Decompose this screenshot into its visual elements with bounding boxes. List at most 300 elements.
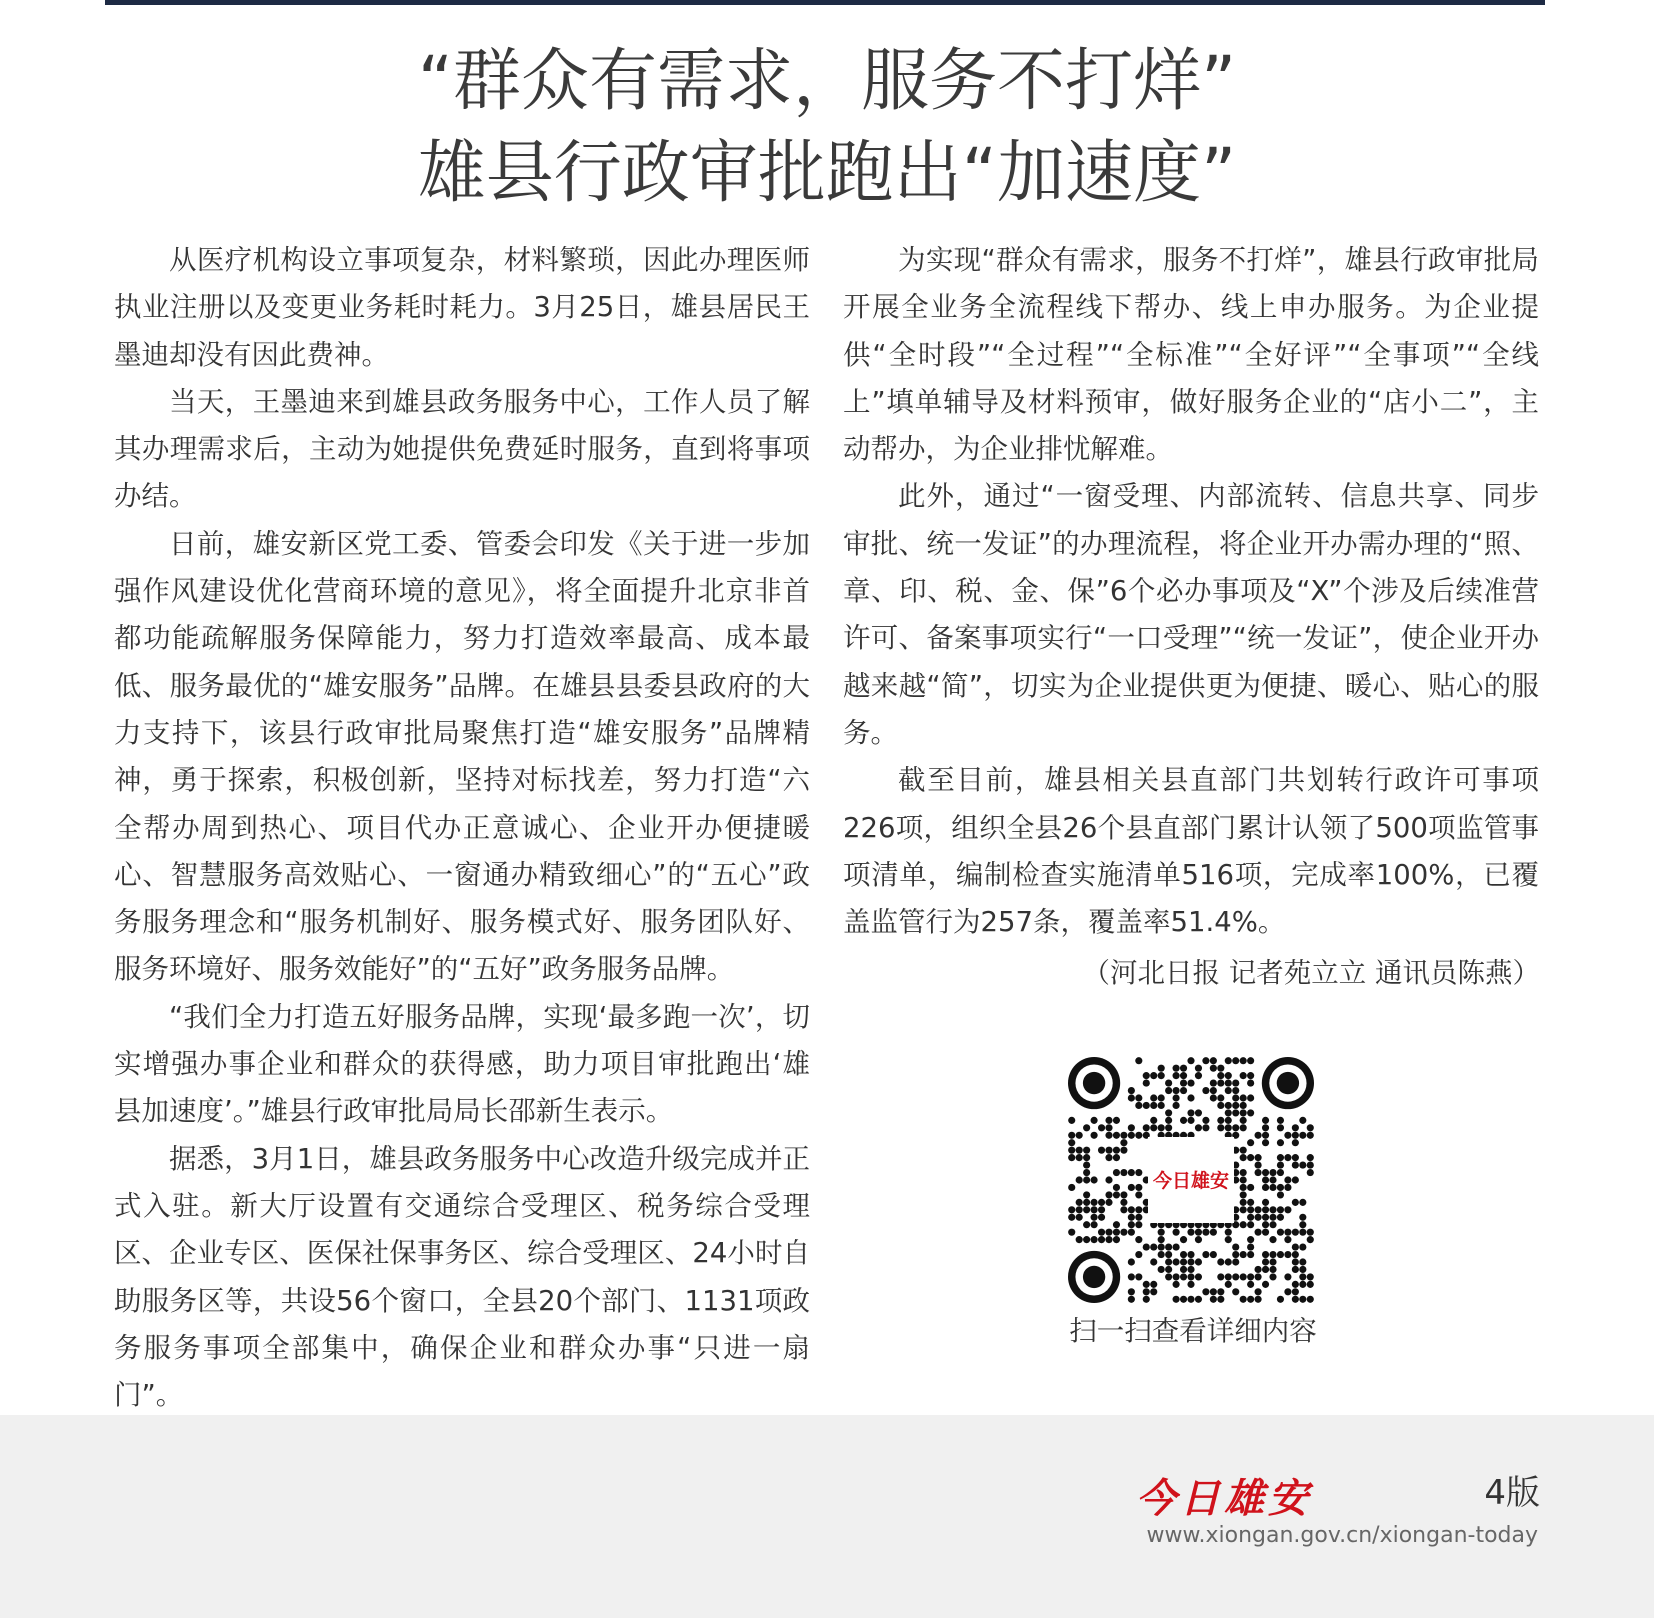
qr-module — [1269, 1221, 1276, 1228]
qr-module — [1173, 1065, 1180, 1072]
qr-module — [1180, 1087, 1187, 1094]
qr-module — [1292, 1124, 1299, 1131]
qr-code-image[interactable] — [1068, 1057, 1314, 1303]
qr-module — [1255, 1154, 1262, 1161]
qr-module — [1277, 1214, 1284, 1221]
qr-module — [1225, 1087, 1232, 1094]
qr-module — [1165, 1251, 1172, 1258]
qr-module — [1299, 1273, 1306, 1280]
qr-module — [1113, 1154, 1120, 1161]
qr-module — [1120, 1132, 1127, 1139]
qr-module — [1240, 1057, 1247, 1064]
qr-module — [1098, 1199, 1105, 1206]
qr-module — [1217, 1124, 1224, 1131]
qr-module — [1135, 1102, 1142, 1109]
qr-module — [1292, 1244, 1299, 1251]
qr-caption: 扫一扫查看详细内容 — [1069, 1315, 1317, 1347]
qr-module — [1173, 1229, 1180, 1236]
qr-code[interactable] — [1068, 1057, 1314, 1303]
qr-module — [1105, 1199, 1112, 1206]
qr-module — [1091, 1236, 1098, 1243]
qr-module — [1225, 1072, 1232, 1079]
qr-module — [1255, 1162, 1262, 1169]
qr-module — [1105, 1147, 1112, 1154]
qr-module — [1195, 1229, 1202, 1236]
qr-module — [1180, 1273, 1187, 1280]
qr-module — [1068, 1154, 1075, 1161]
qr-module — [1299, 1117, 1306, 1124]
qr-module — [1284, 1184, 1291, 1191]
qr-module — [1113, 1191, 1120, 1198]
qr-module — [1202, 1229, 1209, 1236]
qr-module — [1292, 1199, 1299, 1206]
qr-module — [1277, 1169, 1284, 1176]
qr-module — [1180, 1251, 1187, 1258]
qr-module — [1247, 1139, 1254, 1146]
paragraph: 从医疗机构设立事项复杂，材料繁琐，因此办理医师执业注册以及变更业务耗时耗力。3月25日，雄县居民王墨迪却没有因此费神。 — [114, 244, 810, 371]
qr-module — [1210, 1094, 1217, 1101]
qr-module — [1068, 1132, 1075, 1139]
qr-module — [1210, 1080, 1217, 1087]
qr-module — [1068, 1184, 1075, 1191]
qr-module — [1284, 1229, 1291, 1236]
qr-module — [1120, 1147, 1127, 1154]
qr-module — [1284, 1176, 1291, 1183]
qr-module — [1269, 1236, 1276, 1243]
qr-module — [1091, 1132, 1098, 1139]
qr-module — [1262, 1251, 1269, 1258]
qr-module — [1091, 1221, 1098, 1228]
qr-module — [1292, 1281, 1299, 1288]
qr-module — [1180, 1117, 1187, 1124]
qr-module — [1120, 1169, 1127, 1176]
paragraph: 此外，通过“一窗受理、内部流转、信息共享、同步审批、统一发证”的办理流程，将企业开办需办理的“照、章、印、税、金、保”6个必办事项及“X”个涉及后续准营许可、备案事项实行“一口受理”“统一发证”，使企业开办越来越“简”，切实为企业提供更为便捷、暖心、贴心的服务。 — [843, 480, 1539, 749]
qr-module — [1120, 1199, 1127, 1206]
qr-module — [1195, 1124, 1202, 1131]
qr-module — [1068, 1229, 1075, 1236]
qr-module — [1277, 1154, 1284, 1161]
qr-module — [1068, 1214, 1075, 1221]
qr-module — [1269, 1258, 1276, 1265]
qr-module — [1098, 1147, 1105, 1154]
qr-module — [1165, 1124, 1172, 1131]
qr-module — [1068, 1206, 1075, 1213]
qr-module — [1247, 1094, 1254, 1101]
qr-module — [1269, 1266, 1276, 1273]
qr-module — [1165, 1244, 1172, 1251]
qr-module — [1135, 1184, 1142, 1191]
qr-module — [1210, 1057, 1217, 1064]
qr-module — [1255, 1296, 1262, 1303]
qr-module — [1307, 1296, 1314, 1303]
article-column-right — [843, 237, 1539, 946]
qr-module — [1143, 1244, 1150, 1251]
qr-module — [1284, 1251, 1291, 1258]
qr-module — [1240, 1191, 1247, 1198]
qr-module — [1187, 1296, 1194, 1303]
qr-module — [1232, 1244, 1239, 1251]
qr-module — [1255, 1214, 1262, 1221]
qr-module — [1180, 1065, 1187, 1072]
qr-module — [1292, 1229, 1299, 1236]
qr-module — [1225, 1258, 1232, 1265]
qr-module — [1292, 1176, 1299, 1183]
qr-module — [1262, 1176, 1269, 1183]
qr-module — [1292, 1139, 1299, 1146]
qr-module — [1076, 1176, 1083, 1183]
qr-module — [1299, 1162, 1306, 1169]
qr-module — [1083, 1221, 1090, 1228]
qr-module — [1195, 1072, 1202, 1079]
qr-module — [1195, 1065, 1202, 1072]
qr-module — [1076, 1206, 1083, 1213]
article-column-left — [114, 237, 810, 1419]
qr-module — [1113, 1221, 1120, 1228]
qr-module — [1247, 1080, 1254, 1087]
qr-module — [1173, 1094, 1180, 1101]
paragraph: 当天，王墨迪来到雄县政务服务中心，工作人员了解其办理需求后，主动为她提供免费延时服务，直到将事项办结。 — [114, 385, 810, 513]
qr-module — [1269, 1176, 1276, 1183]
qr-module — [1202, 1251, 1209, 1258]
qr-module — [1299, 1266, 1306, 1273]
qr-module — [1232, 1087, 1239, 1094]
qr-module — [1135, 1132, 1142, 1139]
qr-module — [1150, 1258, 1157, 1265]
qr-module — [1299, 1229, 1306, 1236]
qr-module — [1240, 1094, 1247, 1101]
qr-module — [1113, 1184, 1120, 1191]
qr-module — [1307, 1132, 1314, 1139]
qr-module — [1240, 1147, 1247, 1154]
qr-module — [1262, 1169, 1269, 1176]
qr-module — [1269, 1273, 1276, 1280]
qr-module — [1068, 1117, 1075, 1124]
qr-module — [1217, 1102, 1224, 1109]
qr-module — [1150, 1288, 1157, 1295]
qr-module — [1225, 1281, 1232, 1288]
qr-module — [1143, 1072, 1150, 1079]
qr-module — [1150, 1072, 1157, 1079]
qr-module — [1232, 1273, 1239, 1280]
qr-module — [1143, 1281, 1150, 1288]
qr-module — [1269, 1251, 1276, 1258]
qr-module — [1173, 1296, 1180, 1303]
qr-module — [1299, 1244, 1306, 1251]
qr-module — [1135, 1191, 1142, 1198]
qr-module — [1105, 1236, 1112, 1243]
qr-module — [1255, 1132, 1262, 1139]
qr-module — [1292, 1132, 1299, 1139]
qr-module — [1187, 1094, 1194, 1101]
qr-module — [1240, 1154, 1247, 1161]
qr-module — [1240, 1221, 1247, 1228]
qr-module — [1105, 1191, 1112, 1198]
qr-module — [1269, 1206, 1276, 1213]
qr-module — [1240, 1176, 1247, 1183]
qr-module — [1277, 1139, 1284, 1146]
qr-module — [1143, 1102, 1150, 1109]
qr-module — [1232, 1288, 1239, 1295]
qr-module — [1173, 1102, 1180, 1109]
qr-module — [1247, 1184, 1254, 1191]
qr-module — [1105, 1117, 1112, 1124]
qr-module — [1262, 1206, 1269, 1213]
qr-module — [1083, 1199, 1090, 1206]
qr-module — [1165, 1117, 1172, 1124]
headline-line-2: 雄县行政审批跑出“加速度” — [417, 134, 1237, 213]
qr-module — [1284, 1273, 1291, 1280]
qr-module — [1255, 1266, 1262, 1273]
qr-module — [1232, 1102, 1239, 1109]
qr-module — [1120, 1191, 1127, 1198]
qr-module — [1284, 1132, 1291, 1139]
qr-module — [1240, 1199, 1247, 1206]
qr-module — [1143, 1124, 1150, 1131]
qr-module — [1128, 1184, 1135, 1191]
qr-module — [1083, 1176, 1090, 1183]
qr-module — [1128, 1124, 1135, 1131]
qr-module — [1232, 1258, 1239, 1265]
qr-module — [1135, 1221, 1142, 1228]
qr-module — [1187, 1117, 1194, 1124]
qr-module — [1165, 1087, 1172, 1094]
qr-module — [1180, 1258, 1187, 1265]
qr-module — [1240, 1072, 1247, 1079]
qr-module — [1076, 1154, 1083, 1161]
qr-module — [1083, 1169, 1090, 1176]
qr-module — [1150, 1244, 1157, 1251]
qr-module — [1143, 1080, 1150, 1087]
qr-module — [1187, 1273, 1194, 1280]
qr-module — [1187, 1080, 1194, 1087]
qr-module — [1240, 1169, 1247, 1176]
qr-module — [1180, 1296, 1187, 1303]
qr-module — [1195, 1296, 1202, 1303]
qr-module — [1299, 1296, 1306, 1303]
qr-module — [1128, 1094, 1135, 1101]
qr-module — [1165, 1080, 1172, 1087]
qr-module — [1128, 1288, 1135, 1295]
qr-module — [1128, 1296, 1135, 1303]
qr-module — [1299, 1258, 1306, 1265]
qr-module — [1083, 1147, 1090, 1154]
qr-module — [1277, 1117, 1284, 1124]
qr-module — [1187, 1229, 1194, 1236]
qr-module — [1187, 1266, 1194, 1273]
qr-module — [1076, 1147, 1083, 1154]
qr-module — [1113, 1147, 1120, 1154]
qr-module — [1158, 1244, 1165, 1251]
qr-module — [1083, 1191, 1090, 1198]
qr-module — [1232, 1124, 1239, 1131]
qr-module — [1105, 1132, 1112, 1139]
qr-module — [1083, 1154, 1090, 1161]
qr-module — [1128, 1132, 1135, 1139]
qr-module — [1076, 1214, 1083, 1221]
paragraph: 截至目前，雄县相关县直部门共划转行政许可事项226项，组织全县26个县直部门累计认领了500项监管事项清单，编制检查实施清单516项，完成率100%，已覆盖监管行为257条，覆盖率51.4%。 — [843, 764, 1539, 939]
qr-module — [1247, 1057, 1254, 1064]
qr-module — [1180, 1266, 1187, 1273]
qr-module — [1202, 1288, 1209, 1295]
qr-module — [1232, 1094, 1239, 1101]
qr-module — [1292, 1162, 1299, 1169]
qr-module — [1247, 1154, 1254, 1161]
brand-logo[interactable]: 今日雄安 — [1136, 1475, 1312, 1522]
qr-module — [1210, 1065, 1217, 1072]
qr-module — [1240, 1206, 1247, 1213]
qr-module — [1173, 1072, 1180, 1079]
qr-module — [1292, 1288, 1299, 1295]
qr-module — [1135, 1251, 1142, 1258]
qr-module — [1307, 1273, 1314, 1280]
qr-module — [1217, 1273, 1224, 1280]
qr-module — [1165, 1266, 1172, 1273]
qr-module — [1255, 1229, 1262, 1236]
qr-module — [1210, 1229, 1217, 1236]
qr-module — [1262, 1184, 1269, 1191]
site-url-link[interactable]: www.xiongan.gov.cn/xiongan-today — [1146, 1523, 1538, 1548]
qr-module — [1173, 1258, 1180, 1265]
qr-module — [1262, 1199, 1269, 1206]
qr-module — [1135, 1094, 1142, 1101]
qr-module — [1210, 1288, 1217, 1295]
qr-module — [1262, 1281, 1269, 1288]
qr-module — [1277, 1191, 1284, 1198]
qr-module — [1247, 1214, 1254, 1221]
qr-module — [1173, 1281, 1180, 1288]
qr-module — [1150, 1102, 1157, 1109]
qr-module — [1240, 1251, 1247, 1258]
qr-module — [1247, 1236, 1254, 1243]
qr-module — [1150, 1117, 1157, 1124]
qr-module — [1232, 1251, 1239, 1258]
qr-module — [1225, 1273, 1232, 1280]
qr-module — [1240, 1117, 1247, 1124]
paragraph: 日前，雄安新区党工委、管委会印发《关于进一步加强作风建设优化营商环境的意见》，将全面提升北京非首都功能疏解服务保障能力，努力打造效率最高、成本最低、服务最优的“雄安服务”品牌。在雄县县委县政府的大力支持下，该县行政审批局聚焦打造“雄安服务”品牌精神，勇于探索，积极创新，坚持对标找差，努力打造“六全帮办周到热心、项目代办正意诚心、企业开办便捷暖心、智慧服务高效贴心、一窗通办精致细心”的“五心”政务服务理念和“服务机制好、服务模式好、服务团队好、服务环境好、服务效能好”的“五好”政务服务品牌。 — [114, 527, 810, 986]
article-headline — [0, 36, 1654, 220]
qr-module — [1299, 1132, 1306, 1139]
qr-module — [1247, 1221, 1254, 1228]
qr-module — [1091, 1176, 1098, 1183]
qr-module — [1158, 1124, 1165, 1131]
qr-module — [1277, 1124, 1284, 1131]
qr-module — [1098, 1229, 1105, 1236]
qr-module — [1247, 1251, 1254, 1258]
qr-module — [1091, 1117, 1098, 1124]
qr-module — [1195, 1236, 1202, 1243]
qr-module — [1202, 1124, 1209, 1131]
qr-module — [1083, 1206, 1090, 1213]
qr-module — [1135, 1206, 1142, 1213]
qr-module — [1217, 1072, 1224, 1079]
qr-module — [1255, 1206, 1262, 1213]
qr-module — [1158, 1072, 1165, 1079]
qr-module — [1187, 1258, 1194, 1265]
qr-module — [1240, 1273, 1247, 1280]
qr-module — [1269, 1169, 1276, 1176]
qr-module — [1180, 1080, 1187, 1087]
qr-module — [1113, 1229, 1120, 1236]
qr-module — [1217, 1258, 1224, 1265]
qr-module — [1292, 1296, 1299, 1303]
qr-module — [1262, 1214, 1269, 1221]
qr-module — [1076, 1199, 1083, 1206]
qr-module — [1284, 1288, 1291, 1295]
qr-module — [1158, 1236, 1165, 1243]
qr-module — [1217, 1288, 1224, 1295]
qr-module — [1076, 1132, 1083, 1139]
qr-module — [1299, 1221, 1306, 1228]
qr-module — [1083, 1162, 1090, 1169]
qr-module — [1098, 1214, 1105, 1221]
qr-module — [1307, 1281, 1314, 1288]
qr-module — [1210, 1296, 1217, 1303]
qr-module — [1105, 1154, 1112, 1161]
headline-line-1: “群众有需求，服务不打烊” — [417, 42, 1237, 121]
qr-module — [1158, 1266, 1165, 1273]
qr-module — [1247, 1273, 1254, 1280]
qr-module — [1210, 1087, 1217, 1094]
qr-module — [1240, 1124, 1247, 1131]
qr-module — [1284, 1236, 1291, 1243]
qr-module — [1135, 1214, 1142, 1221]
qr-module — [1113, 1117, 1120, 1124]
qr-module — [1128, 1273, 1135, 1280]
qr-module — [1113, 1132, 1120, 1139]
qr-module — [1217, 1296, 1224, 1303]
qr-module — [1232, 1057, 1239, 1064]
qr-module — [1277, 1206, 1284, 1213]
qr-module — [1128, 1221, 1135, 1228]
qr-module — [1128, 1229, 1135, 1236]
qr-module — [1307, 1124, 1314, 1131]
paragraph: 据悉，3月1日，雄县政务服务中心改造升级完成并正式入驻。新大厅设置有交通综合受理区、税务综合受理区、企业专区、医保社保事务区、综合受理区、24小时自助服务区等，共设56个窗口，全县20个部门、1131项政务服务事项全部集中，确保企业和群众办事“只进一扇门”。 — [114, 1142, 810, 1412]
qr-module — [1128, 1258, 1135, 1265]
qr-module — [1083, 1236, 1090, 1243]
qr-module — [1128, 1169, 1135, 1176]
qr-module — [1277, 1296, 1284, 1303]
qr-module — [1217, 1065, 1224, 1072]
qr-module — [1210, 1251, 1217, 1258]
qr-module — [1247, 1296, 1254, 1303]
qr-module — [1255, 1288, 1262, 1295]
qr-module — [1158, 1251, 1165, 1258]
qr-module — [1240, 1109, 1247, 1116]
qr-module — [1068, 1139, 1075, 1146]
qr-module — [1150, 1281, 1157, 1288]
qr-module — [1225, 1236, 1232, 1243]
page-footer — [0, 1415, 1654, 1618]
qr-module — [1113, 1169, 1120, 1176]
top-accent-bar — [105, 0, 1545, 5]
qr-module — [1202, 1087, 1209, 1094]
qr-module — [1262, 1229, 1269, 1236]
qr-center-label: 今日雄安 — [1152, 1170, 1230, 1192]
qr-module — [1076, 1236, 1083, 1243]
qr-module — [1292, 1266, 1299, 1273]
qr-module — [1225, 1124, 1232, 1131]
qr-module — [1225, 1117, 1232, 1124]
qr-module — [1240, 1184, 1247, 1191]
qr-module — [1299, 1214, 1306, 1221]
qr-module — [1091, 1199, 1098, 1206]
qr-module — [1307, 1229, 1314, 1236]
qr-module — [1158, 1229, 1165, 1236]
qr-module — [1284, 1154, 1291, 1161]
qr-module — [1150, 1124, 1157, 1131]
qr-module — [1225, 1080, 1232, 1087]
qr-module — [1255, 1169, 1262, 1176]
